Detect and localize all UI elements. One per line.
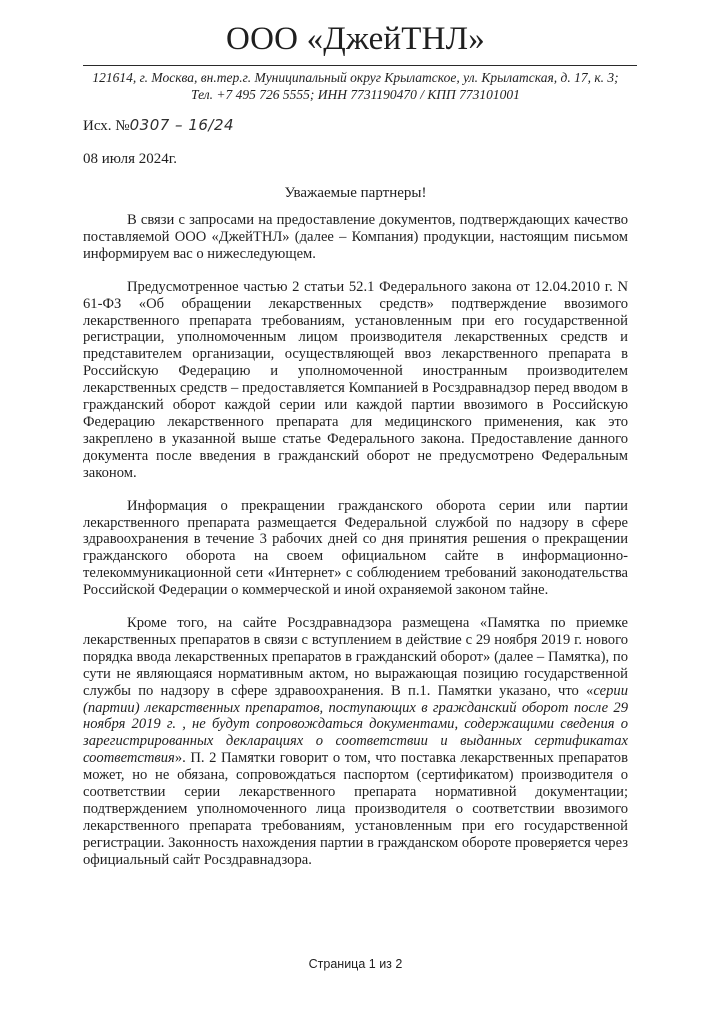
company-contacts: Тел. +7 495 726 5555; ИНН 7731190470 / КПП 773101001 bbox=[191, 87, 520, 102]
memo-quote: серии (партии) лекарственных препаратов, поступающих в гражданский оборот после 29 ноября 2019 г. , не будут сопровождаться документами, содержащими сведения о зарегистрированных декларациях о соответствии и выданных сертификатах соответствия bbox=[83, 682, 628, 767]
outgoing-number-handwritten: 0307 – 16/24 bbox=[129, 116, 235, 134]
page-number: Страница 1 из 2 bbox=[308, 957, 403, 971]
paragraph-circulation-info: Информация о прекращении гражданского оборота серии или партии лекарственного препарата размещается Федеральной службой по надзору в сфере здравоохранения в течение 3 рабочих дней со дня принятия решения о прекращении гражданского оборота на своем официальном сайте в информационно-телекоммуникационной сети «Интернет» с соблюдением требований законодательства Российской Федерации о коммерческой и иной охраняемой законом тайне. bbox=[83, 497, 628, 599]
company-requisites bbox=[0, 69, 711, 103]
memo-text-end: ». П. 2 Памятки говорит о том, что поставка лекарственных препаратов может, но не обязана, сопровождаться паспортом (сертификатом) производителя о соответствии серии лекарственного препарата нормативной документации; подтверждением уполномоченного лица производителя о соответствии ввозимого лекарственного препарата требованиям, установленным при его государственной регистрации. Законность нахождения партии в гражданском обороте проверяется через официальный сайт Росздравнадзора. bbox=[83, 750, 628, 868]
outgoing-number bbox=[83, 116, 234, 135]
outgoing-label: Исх. № bbox=[83, 118, 130, 134]
letter-date: 08 июля 2024г. bbox=[83, 151, 177, 167]
header-divider bbox=[83, 65, 637, 66]
greeting: Уважаемые партнеры! bbox=[284, 185, 427, 201]
company-address: 121614, г. Москва, вн.тер.г. Муниципальный округ Крылатское, ул. Крылатская, д. 17, к. 3; bbox=[92, 70, 619, 85]
memo-text-start: Кроме того, на сайте Росздравнадзора размещена «Памятка по приемке лекарственных препаратов в связи с вступлением в действие с 29 ноября 2019 г. нового порядка ввода лекарственных препаратов в гражданский оборот» (далее – Памятка), по сути не являющаяся нормативным актом, но выражающая позицию государственной службы по надзору в сфере здравоохранения. В п.1. Памятки указано, что « bbox=[83, 615, 628, 699]
paragraph-memo bbox=[83, 615, 628, 869]
paragraph-law-reference: Предусмотренное частью 2 статьи 52.1 Федерального закона от 12.04.2010 г. N 61-ФЗ «Об обращении лекарственных средств» подтверждение ввозимого лекарственного препарата требованиям, установленным при его государственной регистрации, уполномоченным лицом производителя лекарственных средств и представителем организации, осуществляющей ввоз лекарственного препарата в Российскую Федерацию и уполномоченной иностранным производителем лекарственных средств – предоставляется Компанией в Росздравнадзор перед вводом в гражданский оборот каждой серии или каждой партии ввозимого в Российскую Федерацию лекарственного препарата для медицинского применения, как это закреплено в указанной выше статье Федерального закона. Предоставление данного документа после введения в гражданский оборот не предусмотрено Федеральным законом. bbox=[83, 278, 628, 481]
letter-body bbox=[83, 212, 628, 885]
paragraph-intro: В связи с запросами на предоставление документов, подтверждающих качество поставляемой ООО «ДжейТНЛ» (далее – Компания) продукции, настоящим письмом информируем вас о нижеследующем. bbox=[83, 212, 628, 262]
company-name: ООО «ДжейТНЛ» bbox=[226, 21, 485, 57]
